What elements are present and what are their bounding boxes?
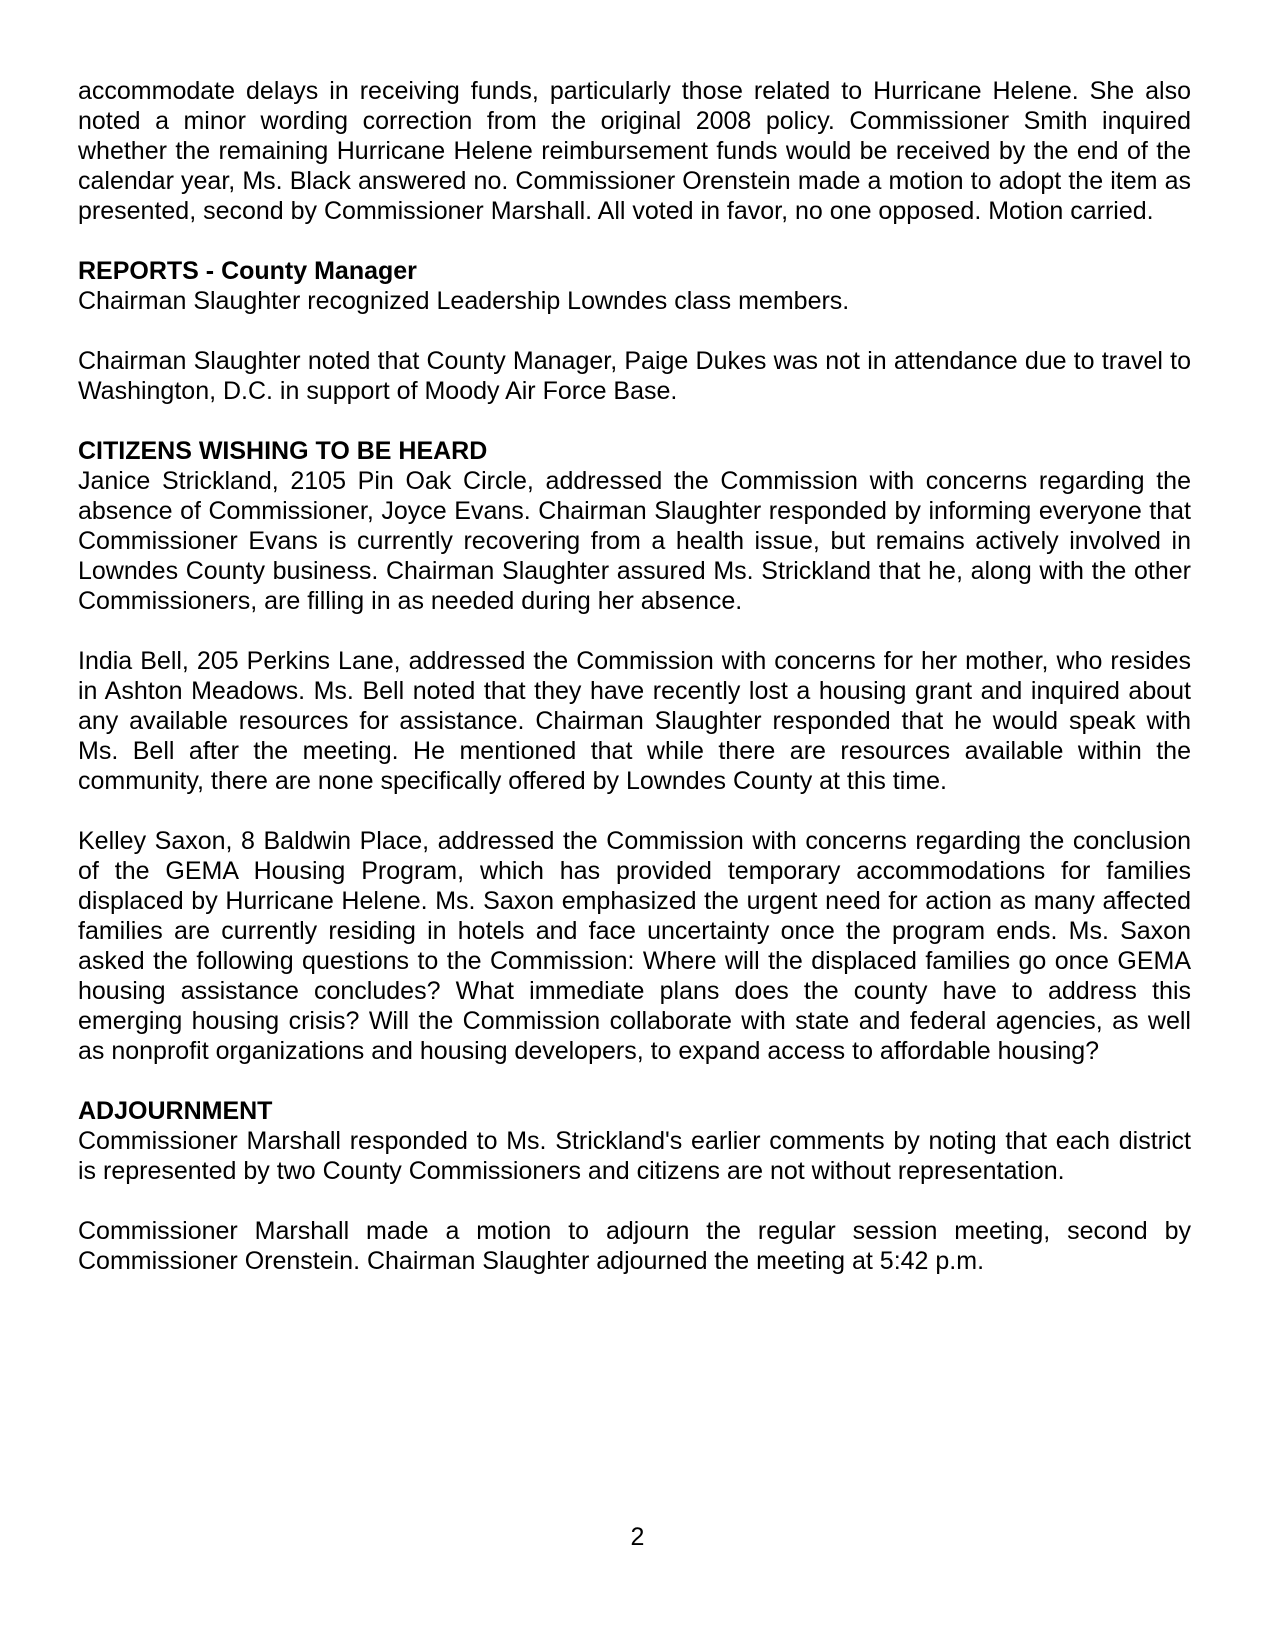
page-number: 2: [630, 1523, 645, 1551]
body-paragraph: Janice Strickland, 2105 Pin Oak Circle, addressed the Commission with concerns regarding the absence of Commissioner, Joyce Evans. Chairman Slaughter responded by informing everyone that Commissioner Evans is currently recovering from a health issue, but remains actively involved in Lowndes County business. Chairman Slaughter assured Ms. Strickland that he, along with the other Commissioners, are filling in as needed during her absence.: [78, 467, 1191, 615]
body-paragraph: Commissioner Marshall responded to Ms. Strickland's earlier comments by noting that each district is represented by two County Commissioners and citizens are not without representation.: [78, 1127, 1191, 1185]
body-paragraph: Chairman Slaughter noted that County Manager, Paige Dukes was not in attendance due to travel to Washington, D.C. in support of Moody Air Force Base.: [78, 347, 1191, 405]
body-paragraph: Kelley Saxon, 8 Baldwin Place, addressed the Commission with concerns regarding the conclusion of the GEMA Housing Program, which has provided temporary accommodations for families displaced by Hurricane Helene. Ms. Saxon emphasized the urgent need for action as many affected families are currently residing in hotels and face uncertainty once the program ends. Ms. Saxon asked the following questions to the Commission: Where will the displaced families go once GEMA housing assistance concludes? What immediate plans does the county have to address this emerging housing crisis? Will the Commission collaborate with state and federal agencies, as well as nonprofit organizations and housing developers, to expand access to affordable housing?: [78, 827, 1191, 1065]
section-heading-citizens-wishing-to-be-heard: CITIZENS WISHING TO BE HEARD: [78, 437, 488, 465]
body-paragraph: accommodate delays in receiving funds, particularly those related to Hurricane Helene. She also noted a minor wording correction from the original 2008 policy. Commissioner Smith inquired whether the remaining Hurricane Helene reimbursement funds would be received by the end of the calendar year, Ms. Black answered no. Commissioner Orenstein made a motion to adopt the item as presented, second by Commissioner Marshall. All voted in favor, no one opposed. Motion carried.: [78, 77, 1191, 225]
section-heading-reports-county-manager: REPORTS - County Manager: [78, 257, 417, 285]
body-paragraph: Chairman Slaughter recognized Leadership Lowndes class members.: [78, 287, 850, 315]
document-body: [78, 76, 1191, 1306]
body-paragraph: India Bell, 205 Perkins Lane, addressed the Commission with concerns for her mother, who resides in Ashton Meadows. Ms. Bell noted that they have recently lost a housing grant and inquired about any available resources for assistance. Chairman Slaughter responded that he would speak with Ms. Bell after the meeting. He mentioned that while there are resources available within the community, there are none specifically offered by Lowndes County at this time.: [78, 647, 1191, 795]
body-paragraph: Commissioner Marshall made a motion to adjourn the regular session meeting, second by Commissioner Orenstein. Chairman Slaughter adjourned the meeting at 5:42 p.m.: [78, 1217, 1191, 1275]
section-heading-adjournment: ADJOURNMENT: [78, 1097, 273, 1125]
